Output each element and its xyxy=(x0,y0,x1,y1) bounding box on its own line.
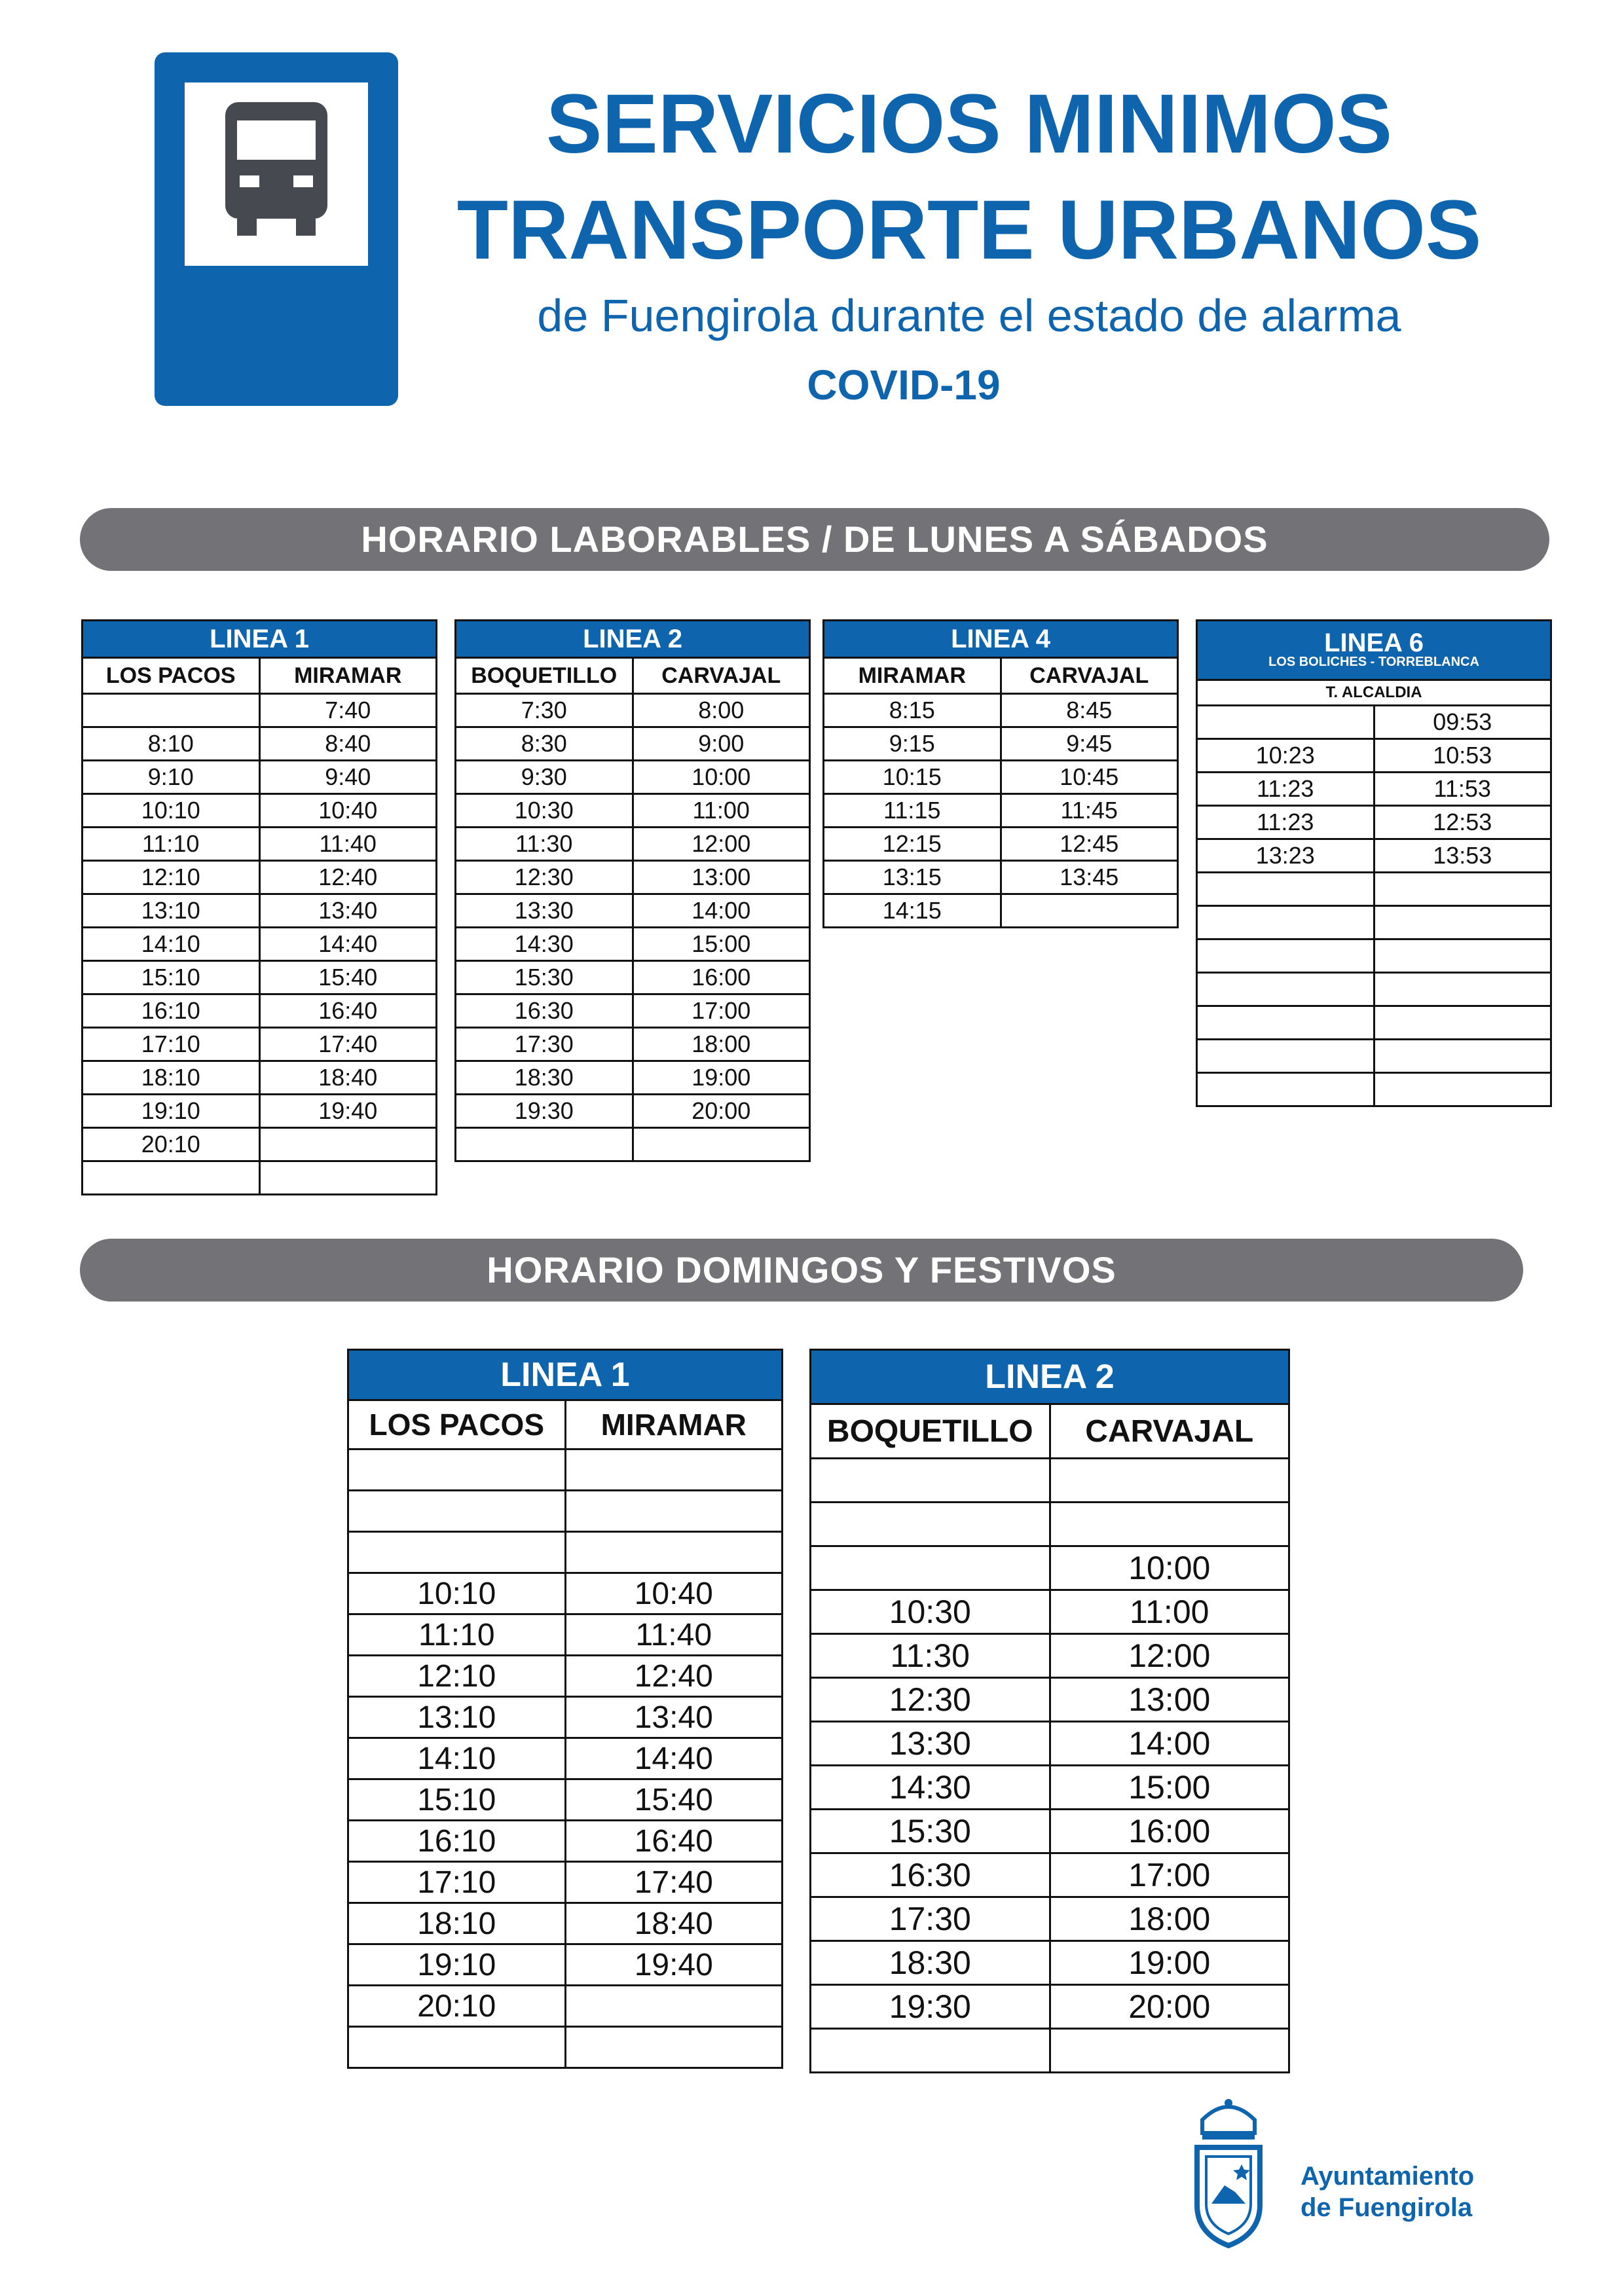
time-cell xyxy=(565,2027,783,2068)
time-cell xyxy=(811,1459,1050,1503)
time-cell: 14:30 xyxy=(811,1766,1050,1810)
time-cell: 15:40 xyxy=(565,1779,783,1821)
time-cell: 16:10 xyxy=(83,994,260,1028)
time-cell xyxy=(348,1491,566,1532)
time-cell: 12:10 xyxy=(83,861,260,894)
weekday-schedule-heading: HORARIO LABORABLES / DE LUNES A SÁBADOS xyxy=(80,508,1549,571)
table-row xyxy=(348,1821,783,1862)
time-cell: 18:00 xyxy=(1050,1897,1289,1941)
time-cell: 18:40 xyxy=(565,1903,783,1944)
time-cell xyxy=(83,1161,260,1195)
time-cell xyxy=(1050,2029,1289,2073)
table-row xyxy=(811,1941,1289,1985)
time-cell xyxy=(1374,906,1551,939)
time-cell: 16:30 xyxy=(811,1853,1050,1897)
table-row xyxy=(83,961,437,994)
table-row xyxy=(824,894,1178,928)
time-cell: 13:45 xyxy=(1001,861,1178,894)
table-row xyxy=(456,1095,810,1128)
time-cell xyxy=(633,1128,810,1161)
time-cell xyxy=(565,1532,783,1573)
time-cell: 16:00 xyxy=(1050,1810,1289,1853)
time-cell xyxy=(1197,1006,1375,1040)
time-cell: 13:40 xyxy=(259,894,437,928)
column-header: CARVAJAL xyxy=(633,658,810,694)
time-cell: 14:40 xyxy=(259,928,437,961)
time-cell xyxy=(348,1532,566,1573)
time-cell: 09:53 xyxy=(1374,706,1551,739)
table-row xyxy=(811,1897,1289,1941)
time-cell: 11:00 xyxy=(633,794,810,828)
time-cell: 11:15 xyxy=(824,794,1001,828)
table-row xyxy=(1197,1073,1551,1106)
time-cell: 10:45 xyxy=(1001,761,1178,794)
table-row xyxy=(811,1985,1289,2029)
time-cell: 12:00 xyxy=(1050,1634,1289,1678)
table-row xyxy=(811,1546,1289,1590)
time-cell: 19:00 xyxy=(1050,1941,1289,1985)
table-row xyxy=(456,694,810,727)
table-row xyxy=(1197,873,1551,906)
time-cell: 11:30 xyxy=(456,828,633,861)
table-row xyxy=(456,761,810,794)
column-header: MIRAMAR xyxy=(824,658,1001,694)
table-row xyxy=(811,1503,1289,1546)
time-cell: 12:30 xyxy=(811,1678,1050,1722)
table-row xyxy=(83,1161,437,1195)
time-cell: 17:30 xyxy=(456,1028,633,1061)
table-title: LINEA 1 xyxy=(83,621,437,658)
time-cell: 12:10 xyxy=(348,1656,566,1697)
column-header: MIRAMAR xyxy=(565,1400,783,1449)
table-row xyxy=(456,894,810,928)
time-cell: 8:00 xyxy=(633,694,810,727)
table-row xyxy=(348,1573,783,1614)
holiday-linea2-table xyxy=(809,1349,1290,2073)
table-title: LINEA 4 xyxy=(824,621,1178,658)
table-row xyxy=(456,828,810,861)
table-row xyxy=(348,1903,783,1944)
holiday-linea1-table xyxy=(347,1349,783,2069)
organization-name xyxy=(1301,2160,1536,2223)
table-row xyxy=(348,1986,783,2027)
time-cell: 19:40 xyxy=(259,1095,437,1128)
column-header: LOS PACOS xyxy=(83,658,260,694)
time-cell xyxy=(1197,1040,1375,1073)
time-cell xyxy=(1001,894,1178,928)
time-cell: 13:00 xyxy=(1050,1678,1289,1722)
time-cell: 13:40 xyxy=(565,1697,783,1738)
column-header: BOQUETILLO xyxy=(456,658,633,694)
time-cell: 17:00 xyxy=(633,994,810,1028)
time-cell: 9:10 xyxy=(83,761,260,794)
table-row xyxy=(83,1028,437,1061)
line-route: LOS BOLICHES - TORREBLANCA xyxy=(1268,655,1479,669)
time-cell: 12:45 xyxy=(1001,828,1178,861)
time-cell: 14:15 xyxy=(824,894,1001,928)
time-cell: 13:30 xyxy=(456,894,633,928)
column-header: BOQUETILLO xyxy=(811,1404,1050,1459)
table-row xyxy=(1197,706,1551,739)
time-cell: 10:30 xyxy=(811,1590,1050,1634)
time-cell: 13:30 xyxy=(811,1722,1050,1766)
table-row xyxy=(811,1766,1289,1810)
table-row xyxy=(456,961,810,994)
bus-sign-panel xyxy=(185,82,368,266)
time-cell: 16:10 xyxy=(348,1821,566,1862)
time-cell: 10:10 xyxy=(83,794,260,828)
time-cell: 9:00 xyxy=(633,727,810,761)
time-cell: 10:53 xyxy=(1374,739,1551,773)
time-cell: 11:23 xyxy=(1197,773,1375,806)
organization-name-line1: Ayuntamiento xyxy=(1301,2162,1475,2191)
table-row xyxy=(811,2029,1289,2073)
time-cell: 15:10 xyxy=(83,961,260,994)
time-cell xyxy=(83,694,260,727)
time-cell xyxy=(811,1503,1050,1546)
table-row xyxy=(811,1810,1289,1853)
time-cell: 9:45 xyxy=(1001,727,1178,761)
table-row xyxy=(83,1095,437,1128)
time-cell xyxy=(1197,706,1375,739)
time-cell: 13:00 xyxy=(633,861,810,894)
table-row xyxy=(811,1853,1289,1897)
time-cell xyxy=(1374,973,1551,1006)
table-row xyxy=(348,1532,783,1573)
time-cell: 8:40 xyxy=(259,727,437,761)
table-row xyxy=(824,727,1178,761)
time-cell: 9:30 xyxy=(456,761,633,794)
table-row xyxy=(348,1656,783,1697)
time-cell: 17:40 xyxy=(259,1028,437,1061)
time-cell xyxy=(1197,973,1375,1006)
time-cell: 11:40 xyxy=(259,828,437,861)
time-cell: 12:53 xyxy=(1374,806,1551,839)
table-row xyxy=(83,694,437,727)
table-row xyxy=(1197,806,1551,839)
table-row xyxy=(83,861,437,894)
table-row xyxy=(348,1449,783,1491)
table-row xyxy=(83,727,437,761)
time-cell: 15:30 xyxy=(456,961,633,994)
table-row xyxy=(811,1678,1289,1722)
time-cell: 19:10 xyxy=(83,1095,260,1128)
time-cell: 9:40 xyxy=(259,761,437,794)
time-cell: 11:10 xyxy=(348,1614,566,1656)
time-cell: 10:00 xyxy=(1050,1546,1289,1590)
coat-of-arms-icon xyxy=(1189,2094,1268,2251)
time-cell: 19:10 xyxy=(348,1944,566,1986)
time-cell: 17:00 xyxy=(1050,1853,1289,1897)
time-cell: 15:00 xyxy=(633,928,810,961)
time-cell: 19:30 xyxy=(456,1095,633,1128)
table-row xyxy=(83,828,437,861)
organization-name-line2: de Fuengirola xyxy=(1301,2193,1473,2222)
time-cell: 9:15 xyxy=(824,727,1001,761)
table-row xyxy=(348,1491,783,1532)
table-row xyxy=(1197,773,1551,806)
time-cell xyxy=(1374,1040,1551,1073)
time-cell: 14:40 xyxy=(565,1738,783,1779)
table-row xyxy=(456,1128,810,1161)
time-cell: 11:45 xyxy=(1001,794,1178,828)
table-row xyxy=(348,1862,783,1903)
holiday-schedule-heading: HORARIO DOMINGOS Y FESTIVOS xyxy=(80,1239,1523,1302)
line-name: LINEA 6 xyxy=(1324,629,1424,657)
time-cell: 17:30 xyxy=(811,1897,1050,1941)
bus-icon xyxy=(185,82,368,266)
time-cell xyxy=(348,1449,566,1491)
time-cell xyxy=(1374,1006,1551,1040)
table-row xyxy=(1197,973,1551,1006)
table-row xyxy=(456,928,810,961)
time-cell: 12:30 xyxy=(456,861,633,894)
table-row xyxy=(348,1697,783,1738)
time-cell xyxy=(565,1491,783,1532)
time-cell: 17:10 xyxy=(348,1862,566,1903)
table-row xyxy=(824,828,1178,861)
time-cell: 8:10 xyxy=(83,727,260,761)
time-cell: 19:30 xyxy=(811,1985,1050,2029)
covid-tag: COVID-19 xyxy=(807,361,1001,409)
time-cell xyxy=(565,1449,783,1491)
table-row xyxy=(1197,1006,1551,1040)
column-header: T. ALCALDIA xyxy=(1197,680,1551,706)
time-cell: 13:15 xyxy=(824,861,1001,894)
time-cell: 14:10 xyxy=(348,1738,566,1779)
time-cell: 8:15 xyxy=(824,694,1001,727)
table-row xyxy=(811,1722,1289,1766)
time-cell: 20:10 xyxy=(83,1128,260,1161)
time-cell: 11:23 xyxy=(1197,806,1375,839)
time-cell: 12:00 xyxy=(633,828,810,861)
table-row xyxy=(348,1738,783,1779)
time-cell xyxy=(259,1128,437,1161)
table-row xyxy=(348,1779,783,1821)
time-cell: 20:00 xyxy=(633,1095,810,1128)
table-row xyxy=(83,994,437,1028)
table-row xyxy=(1197,739,1551,773)
table-row xyxy=(348,1944,783,1986)
table-row xyxy=(83,794,437,828)
time-cell: 17:40 xyxy=(565,1862,783,1903)
table-row xyxy=(456,861,810,894)
time-cell: 12:15 xyxy=(824,828,1001,861)
time-cell: 8:45 xyxy=(1001,694,1178,727)
weekday-linea1-table xyxy=(81,619,437,1195)
time-cell xyxy=(1197,939,1375,973)
time-cell: 12:40 xyxy=(259,861,437,894)
time-cell: 14:00 xyxy=(1050,1722,1289,1766)
time-cell: 18:10 xyxy=(348,1903,566,1944)
time-cell xyxy=(1050,1459,1289,1503)
table-row xyxy=(824,761,1178,794)
column-header: CARVAJAL xyxy=(1050,1404,1289,1459)
table-row xyxy=(83,761,437,794)
time-cell: 20:10 xyxy=(348,1986,566,2027)
time-cell: 14:00 xyxy=(633,894,810,928)
time-cell: 10:10 xyxy=(348,1573,566,1614)
table-row xyxy=(456,1061,810,1095)
page-subtitle: de Fuengirola durante el estado de alarma xyxy=(537,290,1401,341)
table-row xyxy=(456,1028,810,1061)
table-row xyxy=(1197,906,1551,939)
column-header: CARVAJAL xyxy=(1001,658,1178,694)
time-cell: 15:10 xyxy=(348,1779,566,1821)
table-row xyxy=(1197,839,1551,873)
table-title xyxy=(1197,621,1551,680)
time-cell: 10:23 xyxy=(1197,739,1375,773)
time-cell xyxy=(1050,1503,1289,1546)
time-cell xyxy=(456,1128,633,1161)
weekday-linea2-table xyxy=(454,619,811,1162)
time-cell xyxy=(1197,906,1375,939)
table-title: LINEA 2 xyxy=(456,621,810,658)
time-cell xyxy=(1374,1073,1551,1106)
time-cell xyxy=(1374,939,1551,973)
table-row xyxy=(348,1614,783,1656)
time-cell xyxy=(1197,1073,1375,1106)
time-cell: 11:00 xyxy=(1050,1590,1289,1634)
time-cell: 13:53 xyxy=(1374,839,1551,873)
weekday-linea4-table xyxy=(822,619,1179,928)
time-cell: 7:30 xyxy=(456,694,633,727)
table-row xyxy=(456,727,810,761)
time-cell: 13:10 xyxy=(348,1697,566,1738)
table-row xyxy=(1197,939,1551,973)
time-cell: 13:23 xyxy=(1197,839,1375,873)
weekday-linea6-table xyxy=(1196,619,1552,1107)
time-cell: 18:40 xyxy=(259,1061,437,1095)
time-cell: 16:00 xyxy=(633,961,810,994)
time-cell: 18:30 xyxy=(456,1061,633,1095)
time-cell: 8:30 xyxy=(456,727,633,761)
table-row xyxy=(83,928,437,961)
time-cell: 10:15 xyxy=(824,761,1001,794)
time-cell: 15:00 xyxy=(1050,1766,1289,1810)
time-cell: 14:10 xyxy=(83,928,260,961)
time-cell: 10:40 xyxy=(565,1573,783,1614)
time-cell xyxy=(1197,873,1375,906)
time-cell xyxy=(811,1546,1050,1590)
table-row xyxy=(456,994,810,1028)
time-cell: 10:40 xyxy=(259,794,437,828)
table-row xyxy=(811,1634,1289,1678)
time-cell: 18:30 xyxy=(811,1941,1050,1985)
column-header: LOS PACOS xyxy=(348,1400,566,1449)
column-header: MIRAMAR xyxy=(259,658,437,694)
time-cell: 12:40 xyxy=(565,1656,783,1697)
time-cell xyxy=(811,2029,1050,2073)
table-row xyxy=(824,794,1178,828)
time-cell xyxy=(565,1986,783,2027)
time-cell: 14:30 xyxy=(456,928,633,961)
time-cell: 10:00 xyxy=(633,761,810,794)
table-row xyxy=(1197,1040,1551,1073)
time-cell: 11:53 xyxy=(1374,773,1551,806)
table-title: LINEA 1 xyxy=(348,1350,783,1400)
time-cell: 18:10 xyxy=(83,1061,260,1095)
time-cell xyxy=(348,2027,566,2068)
table-row xyxy=(811,1590,1289,1634)
page-title-line1: SERVICIOS MINIMOS xyxy=(545,77,1393,171)
table-row xyxy=(348,2027,783,2068)
time-cell: 16:40 xyxy=(565,1821,783,1862)
time-cell: 19:40 xyxy=(565,1944,783,1986)
time-cell: 20:00 xyxy=(1050,1985,1289,2029)
time-cell: 19:00 xyxy=(633,1061,810,1095)
time-cell: 15:30 xyxy=(811,1810,1050,1853)
table-row xyxy=(83,1128,437,1161)
time-cell xyxy=(259,1161,437,1195)
bus-stop-sign xyxy=(155,52,398,406)
time-cell: 11:40 xyxy=(565,1614,783,1656)
page-title-line2: TRANSPORTE URBANOS xyxy=(456,183,1482,277)
table-row xyxy=(811,1459,1289,1503)
table-row xyxy=(824,861,1178,894)
table-row xyxy=(83,894,437,928)
time-cell: 13:10 xyxy=(83,894,260,928)
table-title: LINEA 2 xyxy=(811,1350,1289,1404)
table-row xyxy=(456,794,810,828)
time-cell: 15:40 xyxy=(259,961,437,994)
time-cell: 17:10 xyxy=(83,1028,260,1061)
time-cell: 11:10 xyxy=(83,828,260,861)
time-cell: 16:40 xyxy=(259,994,437,1028)
table-row xyxy=(83,1061,437,1095)
time-cell: 18:00 xyxy=(633,1028,810,1061)
time-cell: 7:40 xyxy=(259,694,437,727)
time-cell: 11:30 xyxy=(811,1634,1050,1678)
time-cell xyxy=(1374,873,1551,906)
time-cell: 10:30 xyxy=(456,794,633,828)
time-cell: 16:30 xyxy=(456,994,633,1028)
table-row xyxy=(824,694,1178,727)
